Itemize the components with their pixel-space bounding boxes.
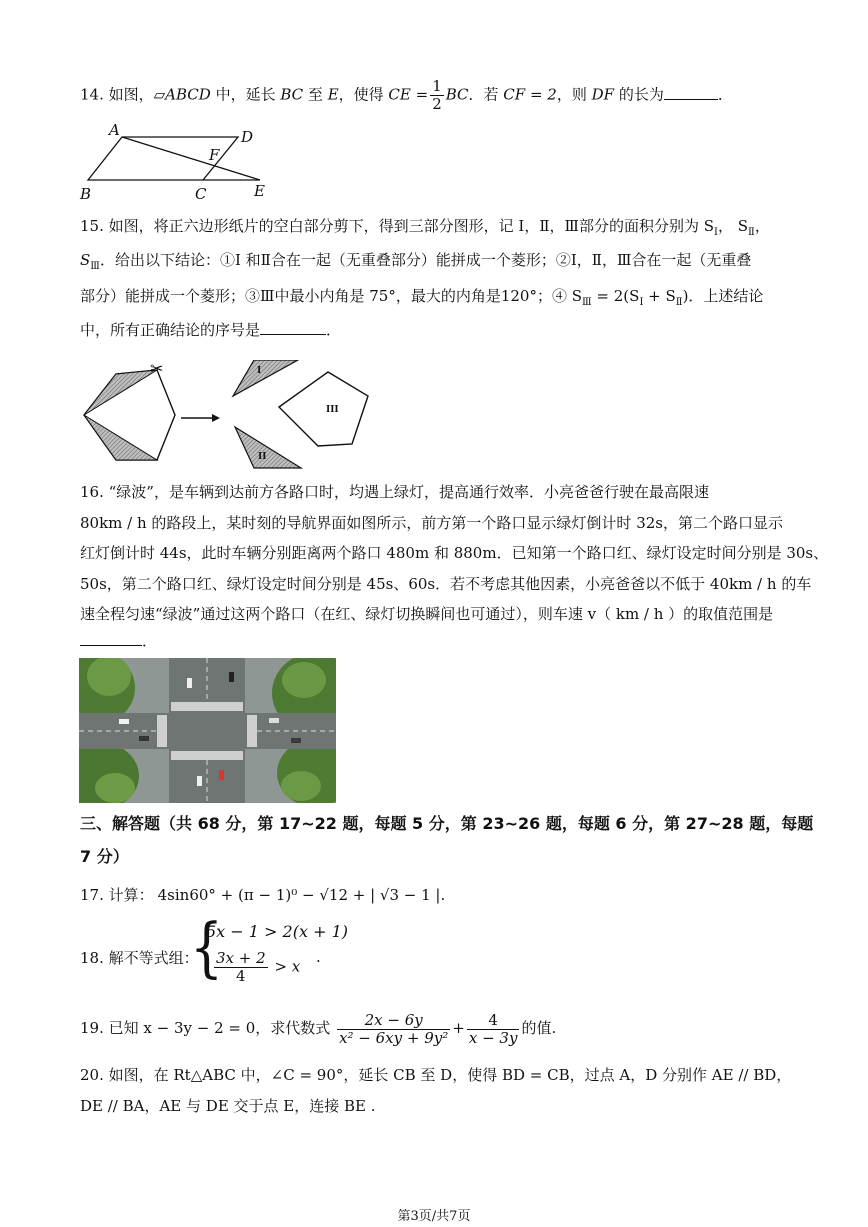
q15-line1: [80, 216, 770, 243]
q15-line3b: = 2(S: [591, 287, 640, 305]
q16-line6-end: ．: [142, 632, 158, 650]
q19-f1-num: 2x − 6y: [337, 1012, 450, 1030]
q14-fraction: [430, 78, 444, 113]
piece-iii-shape: [279, 372, 368, 446]
q19-fraction2: [467, 1012, 520, 1047]
q16-line5: 速全程匀速“绿波”通过这两个路口（在红、绿灯切换瞬间也可通过），则车速 v（ km / h ）的取值范围是: [80, 605, 774, 623]
q14-label-d: D: [241, 128, 254, 146]
q16-line3: 红灯倒计时 44s，此时车辆分别距离两个路口 480m 和 880m．已知第一个路口红、绿灯设定时间分别是 30s、: [80, 544, 829, 562]
q14-bc2: BC: [445, 85, 469, 104]
arrow-head-icon: [212, 414, 220, 422]
q15-line3-sub: Ⅲ: [582, 297, 592, 308]
q16-line2: 80km / h 的路段上，某时刻的导航界面如图所示，前方第一个路口显示绿灯倒计时 32s，第二个路口显示: [80, 514, 783, 532]
q14-label-a: A: [109, 121, 120, 139]
q15-line1-sub2: Ⅱ: [748, 227, 755, 238]
q14-frac-num: 1: [432, 77, 442, 95]
q15-line2-text: ．给出以下结论：①I 和Ⅱ合在一起（无重叠部分）能拼成一个菱形；②I，Ⅱ，Ⅲ合在一起（无重叠: [99, 251, 752, 269]
q19-f2-num: 4: [467, 1012, 520, 1030]
q15-line2-s: S: [80, 251, 91, 269]
q20-line2: DE // BA，AE 与 DE 交于点 E，连接 BE .: [80, 1097, 376, 1115]
q14-end: ．: [717, 85, 733, 104]
q20-line1: 20. 如图，在 Rt△ABC 中，∠C = 90°，延长 CB 至 D，使得 BD = CB，过点 A，D 分别作 AE // BD，: [80, 1066, 792, 1084]
q16-line1: 16. “绿波”，是车辆到达前方各路口时，均遇上绿灯，提高通行效率．小亮爸爸行驶在最高限速: [80, 483, 709, 501]
piece-i-shape: [233, 360, 298, 396]
q14-e: E: [327, 85, 339, 104]
q14-text: [80, 78, 733, 113]
q14-frac-den: 2: [432, 95, 442, 113]
q14-ce: CE =: [388, 85, 429, 104]
q14-bc1: BC: [280, 85, 304, 104]
q14-answer-blank[interactable]: [664, 99, 718, 100]
q19-f1-den: x² − 6xy + 9y²: [339, 1028, 449, 1047]
page-footer: 第3页/共7页: [397, 1209, 471, 1224]
piece-ii-shape: [235, 427, 301, 468]
piece-ii-label: II: [258, 452, 267, 462]
piece-i-label: I: [257, 366, 262, 376]
q16-line4: 50s，第二个路口红、绿灯设定时间分别是 45s、60s．若不考虑其他因素，小亮爸爸以不低于 40km / h 的车: [80, 575, 812, 593]
q15-line1-sub: Ⅰ: [714, 227, 718, 238]
q15-line1-end: ，: [754, 217, 770, 235]
piece-iii-label: III: [326, 405, 339, 415]
hexagon-shaded-bottom: [84, 415, 157, 460]
q15-line4: [80, 320, 341, 340]
q19-plus: +: [452, 1019, 465, 1037]
hexagon-shaded-top: [84, 370, 157, 415]
q15-line2-sub: Ⅲ: [90, 261, 100, 272]
q19-end: 的值.: [521, 1019, 557, 1037]
scissors-icon: ✂: [150, 360, 164, 378]
section3-heading-line2: 7 分）: [80, 847, 129, 866]
q14-text6: 的长为: [614, 85, 664, 104]
q19: [80, 1008, 556, 1048]
q18-frac-num: 3x + 2: [216, 949, 266, 967]
q15-line3c: + S: [643, 287, 676, 305]
q14-text4: ．若: [468, 85, 504, 104]
q18-label: 18. 解不等式组：: [80, 949, 199, 967]
q16-line6: [80, 631, 157, 651]
q15-figure: [78, 360, 378, 475]
q17-expression: 4sin60° + (π − 1)⁰ − √12 + | √3 − 1 |.: [157, 886, 446, 904]
section3-heading-line1: 三、解答题（共 68 分，第 17~22 题，每题 5 分，第 23~26 题，每题 6 分，第 27~28 题，每题: [80, 814, 814, 833]
q14-label-f: F: [209, 146, 220, 164]
q14-figure: [78, 118, 278, 206]
q14-text5: ，则: [556, 85, 592, 104]
q15-line3: [80, 286, 763, 313]
q15-line2: [80, 250, 751, 277]
q14-df: DF: [591, 85, 615, 104]
q14-parallelogram: ▱ABCD: [153, 85, 211, 104]
q18-ineq2: [212, 950, 300, 985]
q18-frac-den: 4: [236, 967, 246, 985]
q14-text2: 至: [303, 85, 328, 104]
q17-label: 17. 计算：: [80, 886, 154, 904]
q15-line4-end: ．: [326, 321, 342, 339]
q15-line4-text: 中，所有正确结论的序号是: [80, 321, 261, 339]
q18-brace: {: [190, 910, 224, 986]
q15-line3-sub2: Ⅰ: [639, 297, 644, 308]
q15-line1-text: 15. 如图，将正六边形纸片的空白部分剪下，得到三部分图形，记 I，Ⅱ，Ⅲ部分的面积分别为 S: [80, 217, 715, 235]
q19-label: 19. 已知 x − 3y − 2 = 0，求代数式: [80, 1019, 331, 1037]
q19-fraction1: [337, 1012, 450, 1047]
q16-answer-blank[interactable]: [80, 645, 142, 646]
q14-label-c: C: [195, 185, 207, 203]
q15-line3d: )．上述结论: [682, 287, 764, 305]
intersection-aerial-photo: [79, 658, 336, 803]
q15-line3a: 部分）能拼成一个菱形；③Ⅲ中最小内角是 75°，最大的内角是120°；④ S: [80, 287, 582, 305]
q14-segment-ae: [122, 137, 260, 180]
q17: [80, 885, 445, 905]
q15-answer-blank[interactable]: [260, 334, 326, 335]
q18-ineq1: 5x − 1 > 2(x + 1): [206, 922, 348, 941]
q14-text3: ，使得: [338, 85, 389, 104]
q14-prefix: 14. 如图，: [80, 85, 154, 104]
q18-ineq2-rest: > x: [274, 957, 301, 976]
q18-fraction: [214, 950, 268, 985]
q14-label-e: E: [254, 182, 265, 200]
q15-line3-sub3: Ⅱ: [675, 297, 683, 308]
q19-f2-den: x − 3y: [468, 1028, 518, 1047]
q14-label-b: B: [80, 185, 92, 203]
q14-text1: 中，延长: [210, 85, 281, 104]
q14-cf: CF = 2: [503, 85, 557, 104]
q18-end: .: [316, 948, 321, 966]
q15-line1-mid: ， S: [717, 217, 749, 235]
